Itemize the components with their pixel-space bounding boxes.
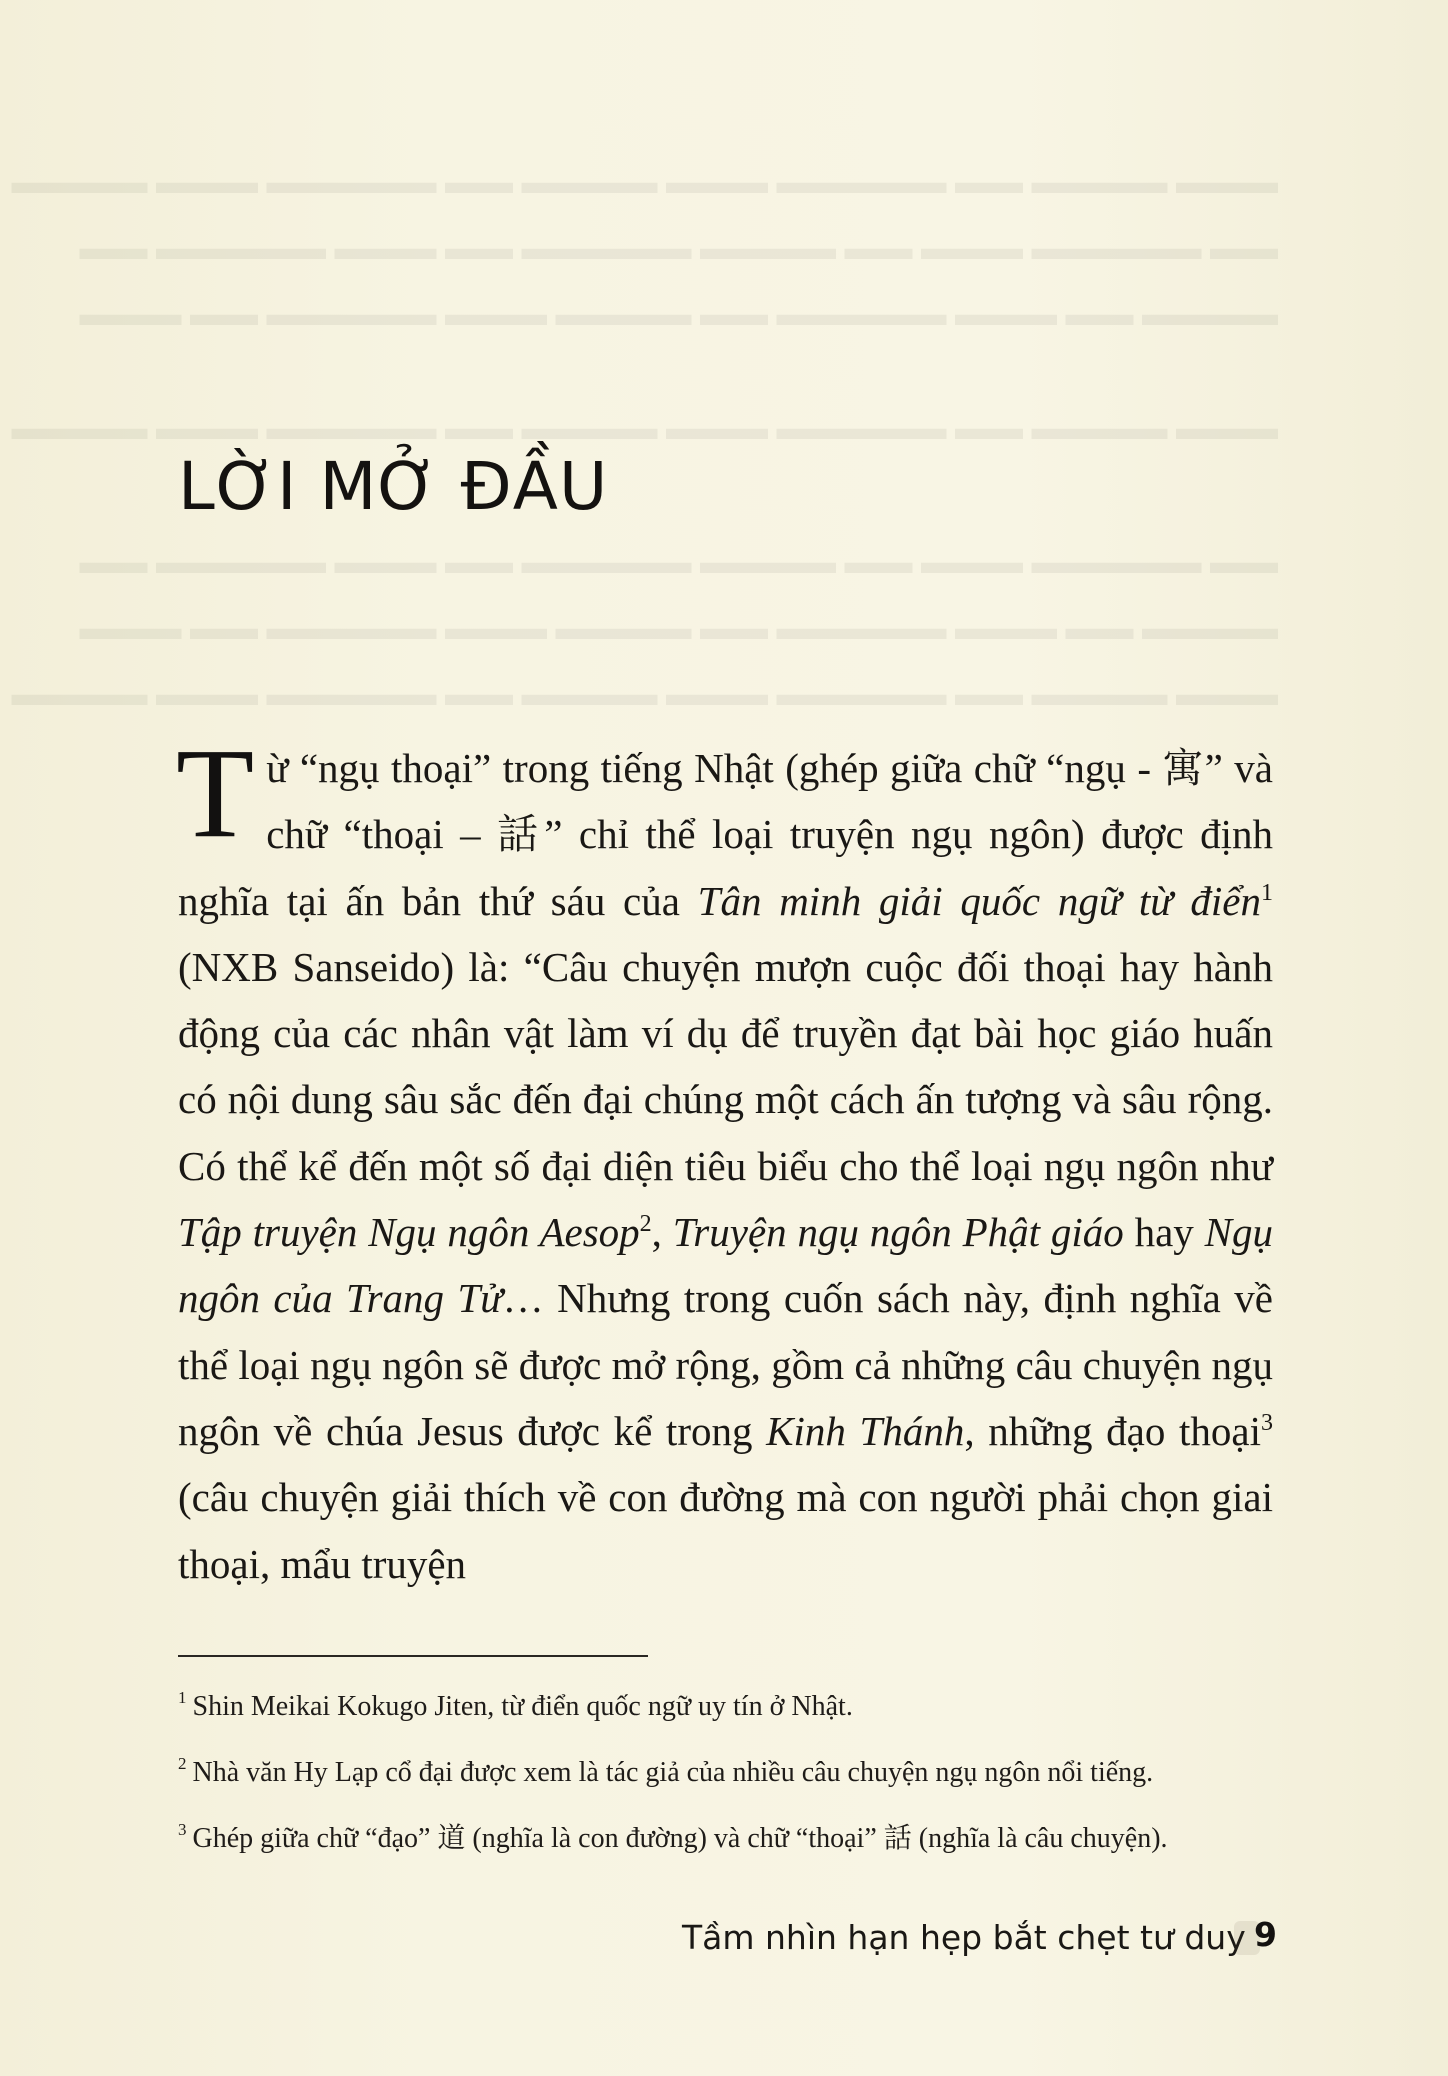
body-text-segment: hay: [1123, 1209, 1205, 1256]
book-title-zhuangzi: Ngụ ngôn của Trang Tử: [178, 1209, 1273, 1322]
body-text-segment: … Nhưng trong cuốn sách này, định nghĩa về thể loại ngụ ngôn sẽ được mở rộng, gồm cả những câu chuyện ngụ ngôn về chúa Jesus được kể trong: [178, 1275, 1273, 1454]
footnote-number: 2: [178, 1754, 187, 1773]
footnote-number: 1: [178, 1688, 187, 1707]
footnote-text: Nhà văn Hy Lạp cổ đại được xem là tác giả của nhiều câu chuyện ngụ ngôn nổi tiếng.: [192, 1757, 1154, 1788]
book-title-bible: Kinh Thánh: [766, 1407, 965, 1454]
page-number: 9: [1254, 1915, 1277, 1954]
body-text-segment: ừ “ngụ thoại” trong tiếng Nhật (ghép giữa chữ “ngụ - 寓” và chữ “thoại – 話” chỉ thể loại truyện ngụ ngôn) được định nghĩa tại ấn bản thứ sáu của: [178, 745, 1273, 924]
footnotes: [178, 1688, 1278, 1886]
bleed-through-texture: ▬▬▬ ▬▬▬▬ ▬▬ ▬▬▬▬▬ ▬▬▬ ▬▬▬▬ ▬▬ ▬▬▬▬▬ ▬▬▬ ▬▬▬▬: [11, 676, 1278, 713]
bleed-through-texture: ▬▬▬▬ ▬▬ ▬▬▬ ▬▬▬▬▬ ▬▬ ▬▬▬▬ ▬▬▬ ▬▬▬▬▬ ▬▬ ▬▬▬: [79, 610, 1278, 647]
footnote-reference[interactable]: 1: [1260, 879, 1273, 906]
bleed-through-texture: ▬▬▬ ▬▬▬▬ ▬▬ ▬▬▬▬▬ ▬▬▬ ▬▬▬▬ ▬▬ ▬▬▬▬▬ ▬▬▬ ▬▬▬▬: [11, 410, 1278, 447]
drop-cap: T: [176, 722, 255, 864]
book-title-shinmeikai: Tân minh giải quốc ngữ từ điển: [697, 877, 1261, 924]
bleed-through-texture: ▬▬▬▬ ▬▬ ▬▬▬ ▬▬▬▬▬ ▬▬ ▬▬▬▬ ▬▬▬ ▬▬▬▬▬ ▬▬ ▬▬▬: [79, 296, 1278, 333]
body-text-segment: ,: [651, 1209, 673, 1256]
bleed-through-texture: ▬▬ ▬▬▬▬▬ ▬▬▬ ▬▬ ▬▬▬▬ ▬▬▬▬▬ ▬▬ ▬▬▬ ▬▬▬▬▬ ▬▬: [79, 544, 1278, 581]
footnote-reference[interactable]: 3: [1260, 1409, 1273, 1436]
body-text-segment: (câu chuyện giải thích về con đường mà con người phải chọn giai thoại, mẩu truyện: [178, 1474, 1273, 1587]
footnote-reference[interactable]: 2: [639, 1211, 652, 1238]
footnote-number: 3: [178, 1820, 187, 1839]
body-paragraph: [176, 722, 1273, 1597]
footnote-divider: [178, 1655, 648, 1657]
footnote-text: Shin Meikai Kokugo Jiten, từ điển quốc ngữ uy tín ở Nhật.: [192, 1691, 853, 1722]
footnote: [178, 1688, 1278, 1726]
book-title-aesop: Tập truyện Ngụ ngôn Aesop: [178, 1209, 640, 1256]
bleed-through-texture: ▬▬▬ ▬▬▬▬ ▬▬ ▬▬▬▬▬ ▬▬▬ ▬▬▬▬ ▬▬ ▬▬▬▬▬ ▬▬▬ ▬▬▬▬: [11, 164, 1278, 201]
running-footer-title: Tầm nhìn hạn hẹp bắt chẹt tư duy: [682, 1918, 1246, 1957]
body-text-segment: , những đạo thoại: [964, 1407, 1261, 1454]
footnote: [178, 1754, 1278, 1792]
chapter-title: LỜI MỞ ĐẦU: [178, 448, 609, 525]
bleed-through-texture: ▬▬ ▬▬▬▬▬ ▬▬▬ ▬▬ ▬▬▬▬ ▬▬▬▬▬ ▬▬ ▬▬▬ ▬▬▬▬▬ ▬▬: [79, 230, 1278, 267]
footnote-text: Ghép giữa chữ “đạo” 道 (nghĩa là con đường) và chữ “thoại” 話 (nghĩa là câu chuyện).: [192, 1823, 1168, 1854]
footnote: [178, 1820, 1278, 1858]
body-text-segment: (NXB Sanseido) là: “Câu chuyện mượn cuộc đối thoại hay hành động của các nhân vật làm ví dụ để truyền đạt bài học giáo huấn có nội dung sâu sắc đến đại chúng một cách ấn tượng và sâu rộng. Có thể kể đến một số đại diện tiêu biểu cho thể loại ngụ ngôn như: [178, 943, 1273, 1189]
book-title-buddhist-fables: Truyện ngụ ngôn Phật giáo: [672, 1209, 1124, 1256]
